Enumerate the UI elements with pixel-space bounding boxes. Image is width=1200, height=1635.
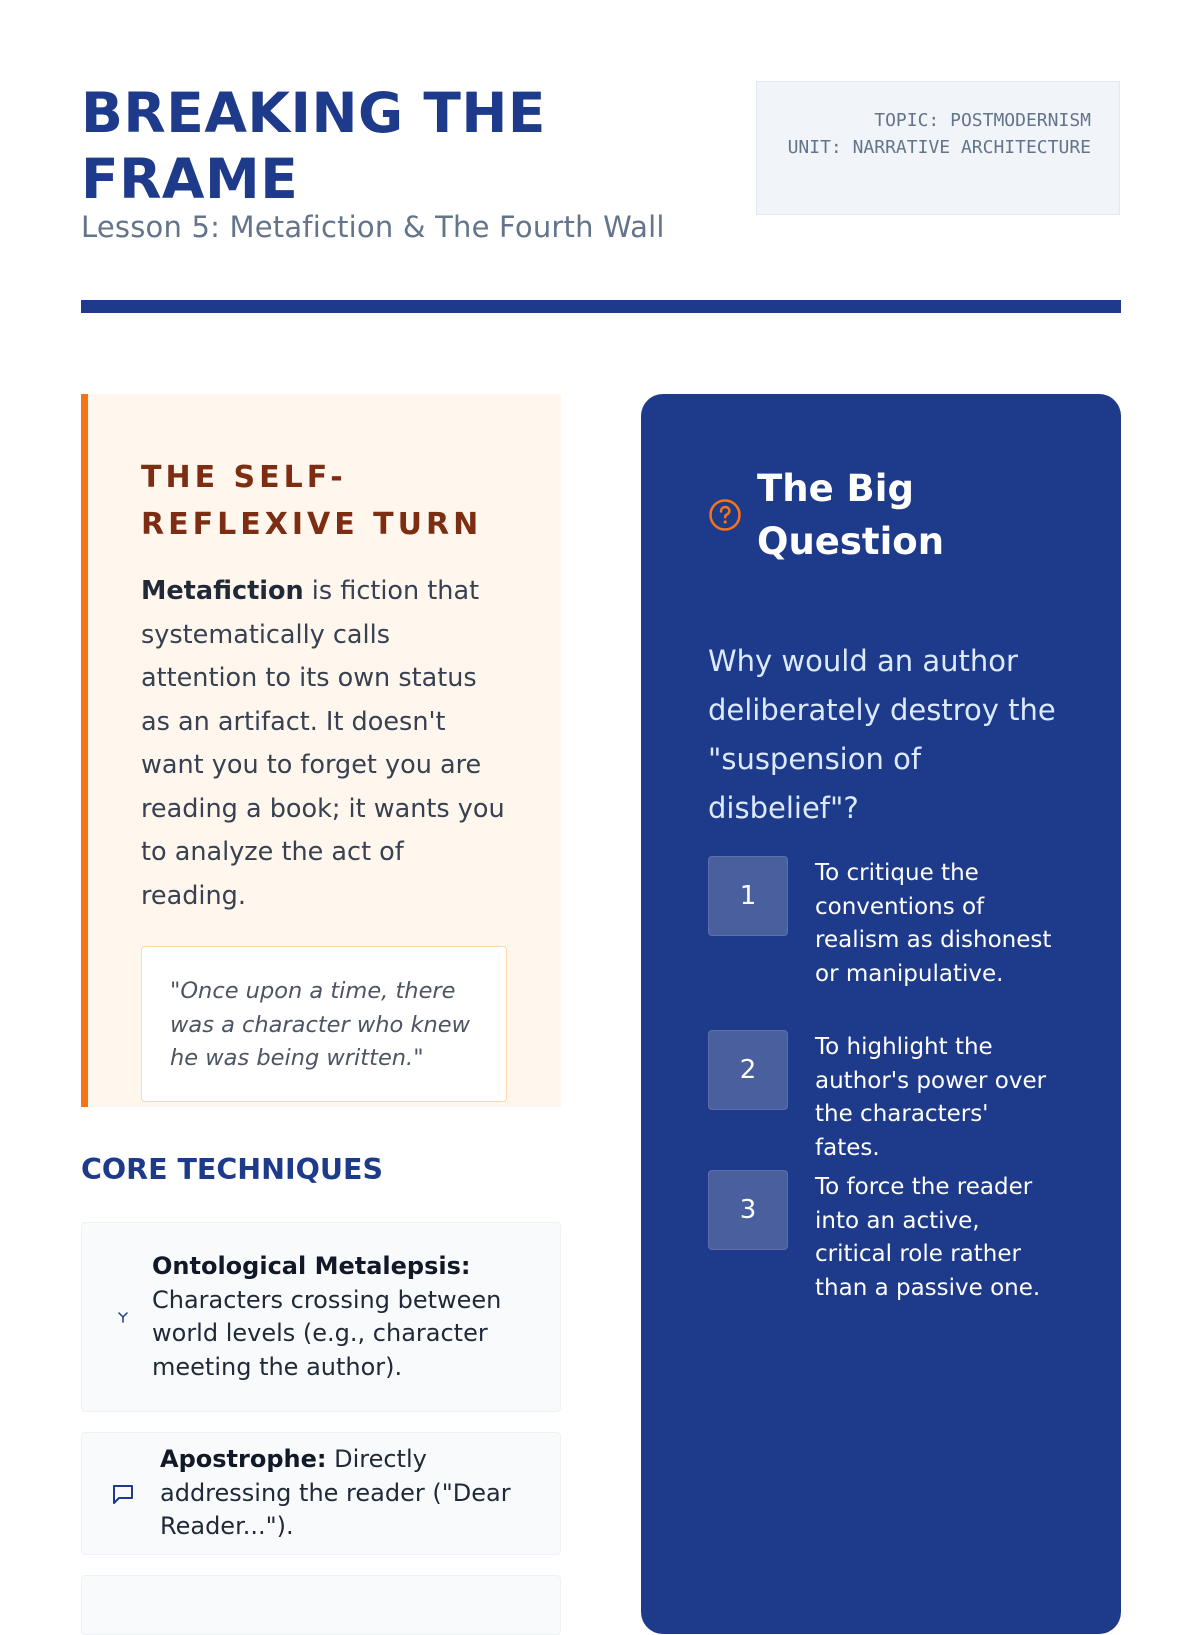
technique-detail: Directly addressing the reader ("Dear Reader..."). (160, 1445, 511, 1541)
core-techniques-heading: CORE TECHNIQUES (81, 1153, 383, 1186)
big-question-text: Why would an author deliberately destroy the "suspension of disbelief"? (708, 644, 1056, 825)
reason-item (708, 1170, 1055, 1305)
self-reflexive-heading: THE SELF-REFLEXIVE TURN (141, 460, 483, 542)
metafiction-definition (141, 570, 508, 918)
reason-number-badge: 2 (708, 1030, 788, 1110)
self-reflexive-card (81, 394, 561, 1107)
metafiction-term: Metafiction (141, 576, 304, 606)
reason-text: To force the reader into an active, critical role rather than a passive one. (815, 1174, 1041, 1301)
metafiction-definition-text: is fiction that systematically calls attention to its own status as an artifact. It doesn't want you to forget you are reading a book; it wants you to analyze the act of reading. (141, 576, 505, 911)
reason-number-badge: 3 (708, 1170, 788, 1250)
topic-label: TOPIC: POSTMODERNISM (874, 110, 1091, 131)
unit-label: UNIT: NARRATIVE ARCHITECTURE (787, 136, 1091, 158)
question-circle-icon (708, 498, 742, 532)
technique-card (81, 1222, 561, 1412)
example-quote: "Once upon a time, there was a character who knew he was being written." (141, 946, 507, 1102)
header-divider (81, 300, 1121, 313)
metalepsis-icon (108, 1310, 138, 1324)
lesson-subtitle: Lesson 5: Metafiction & The Fourth Wall (81, 210, 665, 244)
technique-name: Ontological Metalepsis: (152, 1252, 471, 1280)
reason-number-badge: 1 (708, 856, 788, 936)
chat-bubble-icon (108, 1482, 138, 1506)
reason-item (708, 1030, 1055, 1165)
technique-card (81, 1575, 561, 1635)
big-question-panel (641, 394, 1121, 1634)
technique-description (160, 1443, 540, 1544)
reason-item (708, 856, 1055, 991)
technique-detail: Characters crossing between world levels (e.g., character meeting the author). (152, 1285, 502, 1381)
technique-description (152, 1250, 512, 1384)
big-question-header (708, 462, 957, 568)
big-question-title: The Big Question (757, 467, 945, 563)
reason-text: To critique the conventions of realism as dishonest or manipulative. (815, 860, 1052, 987)
technique-name: Apostrophe: (160, 1445, 327, 1474)
page-title: BREAKING THE FRAME (81, 81, 546, 211)
reason-text: To highlight the author's power over the characters' fates. (815, 1034, 1047, 1161)
topic-info-box (756, 81, 1120, 215)
technique-card (81, 1432, 561, 1555)
